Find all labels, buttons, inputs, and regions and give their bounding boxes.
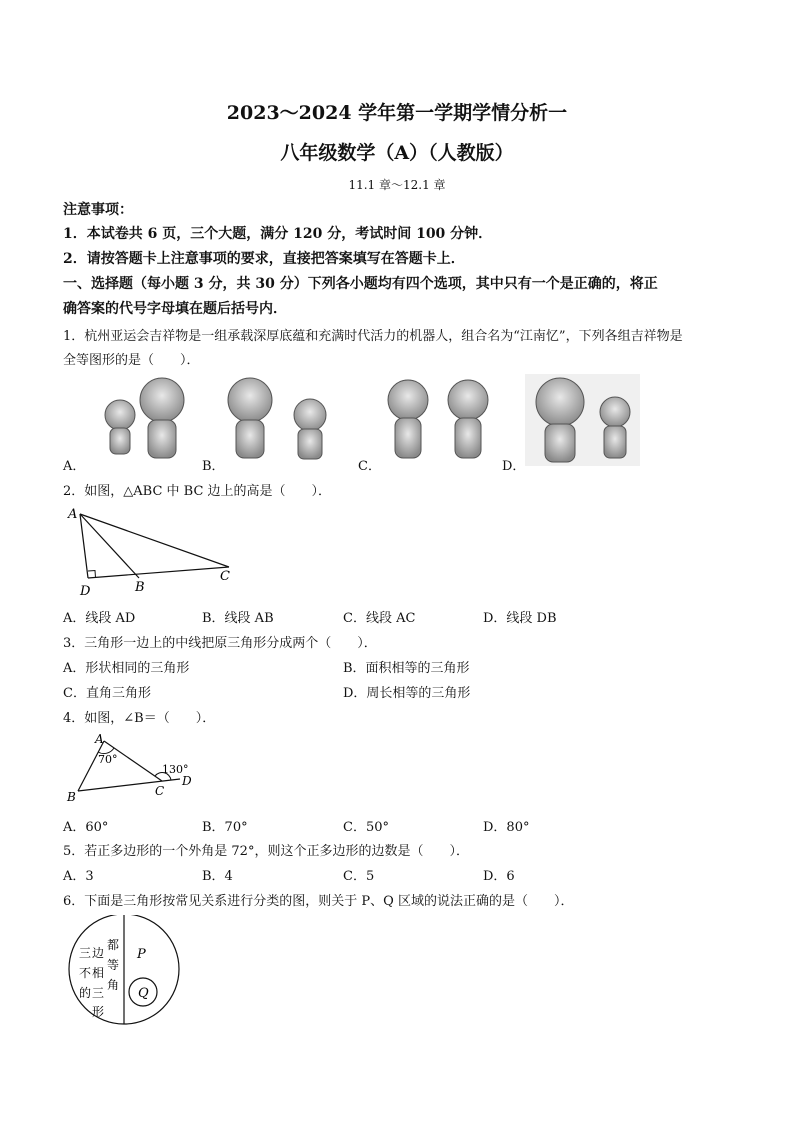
q4-label-a: A — [95, 732, 104, 746]
q6-text-bu: 不 — [79, 966, 92, 980]
chapter-scope: 11.1 章～12.1 章 — [348, 178, 446, 192]
q2-label-c: C — [220, 569, 230, 584]
q4-triangle-figure — [62, 728, 207, 808]
q2-option-a: A．线段 AD — [63, 611, 136, 626]
q6-label-q: Q — [138, 986, 149, 1001]
q1-stem-line2: 全等图形的是（ ）． — [63, 353, 200, 368]
notice-heading: 注意事项： — [63, 202, 133, 218]
q2-option-c: C．线段 AC — [343, 611, 416, 626]
q2-option-d: D．线段 DB — [483, 611, 557, 626]
q6-text-bian: 边 — [92, 946, 105, 960]
q4-label-d: D — [182, 774, 192, 788]
q6-classification-diagram — [63, 915, 188, 1030]
page-subtitle: 八年级数学（A）（人教版） — [280, 142, 514, 164]
q3-option-d: D．周长相等的三角形 — [343, 686, 471, 701]
q5-option-b: B．4 — [202, 869, 233, 884]
notice-item-1: 1．本试卷共 6 页，三个大题，满分 120 分，考试时间 100 分钟． — [63, 226, 493, 242]
q5-stem: 5．若正多边形的一个外角是 72°，则这个正多边形的边数是（ ）． — [63, 844, 469, 859]
q6-text-xing: 形 — [92, 1005, 105, 1019]
q2-stem: 2．如图，△ABC 中 BC 边上的高是（ ）． — [63, 484, 332, 499]
q1-option-c: C． — [358, 459, 381, 474]
page-title: 2023～2024 学年第一学期学情分析一 — [226, 102, 568, 124]
q5-option-c: C．5 — [343, 869, 375, 884]
q3-option-a: A．形状相同的三角形 — [63, 661, 190, 676]
q2-triangle-figure — [62, 502, 242, 602]
q1-stem-line1: 1．杭州亚运会吉祥物是一组承载深厚底蕴和充满时代活力的机器人，组合名为“江南忆”，下列各组吉祥物是 — [63, 329, 683, 344]
q4-option-b: B．70° — [202, 820, 248, 835]
q6-text-deng: 等 — [107, 958, 120, 972]
q3-option-c: C．直角三角形 — [63, 686, 151, 701]
q4-label-b: B — [67, 790, 76, 804]
q2-label-b: B — [135, 580, 145, 595]
mascot-group-b — [228, 378, 326, 459]
q4-option-c: C．50° — [343, 820, 389, 835]
q1-option-a: A． — [63, 459, 86, 474]
mascot-group-c — [388, 380, 488, 458]
q6-text-dou: 都 — [107, 938, 120, 952]
mascot-group-a — [105, 378, 184, 458]
q4-angle-a: 70° — [98, 753, 118, 766]
q6-text-jiao: 角 — [107, 978, 120, 992]
q6-stem: 6．下面是三角形按常见关系进行分类的图，则关于 P、Q 区域的说法正确的是（ ）． — [63, 894, 574, 909]
q4-option-d: D．80° — [483, 820, 530, 835]
q1-option-b: B． — [202, 459, 225, 474]
q6-text-de: 的 — [79, 986, 92, 1000]
q6-label-p: P — [137, 947, 146, 962]
q1-option-d: D． — [502, 459, 526, 474]
q4-stem: 4．如图，∠B＝（ ）． — [63, 711, 216, 726]
q2-label-a: A — [68, 507, 78, 522]
q6-text-san: 三 — [79, 946, 92, 960]
q5-option-d: D．6 — [483, 869, 515, 884]
section1-line1: 一、选择题（每小题 3 分，共 30 分）下列各小题均有四个选项，其中只有一个是正确的，将正 — [63, 276, 658, 292]
mascot-group-d — [525, 374, 640, 466]
q2-label-d: D — [80, 584, 91, 599]
q6-text-san2: 三 — [92, 986, 105, 1000]
q3-stem: 3．三角形一边上的中线把原三角形分成两个（ ）． — [63, 636, 377, 651]
q2-option-b: B．线段 AB — [202, 611, 274, 626]
section1-line2: 确答案的代号字母填在题后括号内． — [63, 301, 287, 317]
notice-item-2: 2．请按答题卡上注意事项的要求，直接把答案填写在答题卡上． — [63, 251, 465, 267]
q6-text-xiang: 相 — [92, 966, 105, 980]
q3-option-b: B．面积相等的三角形 — [343, 661, 470, 676]
q5-option-a: A．3 — [63, 869, 94, 884]
q4-label-c: C — [155, 784, 165, 798]
q4-option-a: A．60° — [63, 820, 109, 835]
q4-angle-ext: 130° — [162, 763, 189, 776]
